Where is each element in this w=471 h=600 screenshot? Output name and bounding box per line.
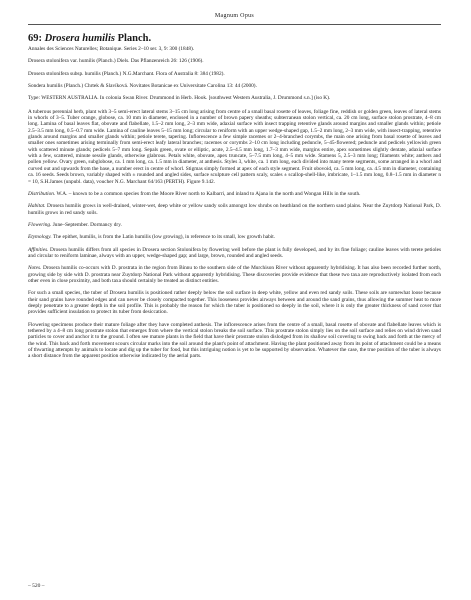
species-genus: Drosera xyxy=(44,33,80,44)
affinities-section xyxy=(28,247,441,260)
species-number: 69: xyxy=(28,33,42,44)
flowering-section xyxy=(28,222,441,228)
header-rule xyxy=(28,24,441,25)
flowering-label: Flowering. xyxy=(28,221,52,228)
affinities-text: Drosera humilis differs from all species in Drosera section Stolonifera by flowering well before the plant is fully developed, and by its fine foliage; cauline leaves with terete petioles and circular to reniform laminae, always with an upper, wedge-shaped gap; and large, brown, rounded and angled seeds. xyxy=(28,246,442,259)
species-epithet: humilis xyxy=(82,33,115,44)
synonym-3: Sondera humilis (Planch.) Chrtek & Slavíková. Novitates Botanicae ex Universitate Carolina 13: 44 (2000). xyxy=(28,83,257,90)
notes-label: Notes. xyxy=(28,265,42,272)
species-title xyxy=(28,33,441,44)
running-head: Magnum Opus xyxy=(214,13,255,19)
species-description: A tuberous perennial herb, plant with 3–5 semi-erect lateral stems 3–15 cm long arising from centre of a small basal rosette of leaves, foliage fine, reddish or golden green, leaves of lateral stems in whorls of 3–5. Tuber orange, globose, ca. 10 mm in diameter, enclosed in a number of brown papery sheaths; subterranean stolon vertical, ca. 20 cm long, surface stolon prostrate, 4–8 cm long. Lamina of basal leaves flat, obovate and flabellate, 1.5–2 mm long, 2–3 mm wide, adaxial surface with insect trapping retentive glands around margins and smaller glands within; petiole 2.5–3.5 mm long, 0.5–0.7 mm wide. Lamina of cauline leaves 5–15 mm long; circular to reniform with an upper wedge-shaped gap, 1.5–2 mm long, 2–3 mm wide, with insect-trapping, retentive glands around margins and smaller glands within; petiole terete, tapering. Inflorescence a few simple racemes or 2–4-branched corymbs, the main one arising from basal rosette of leaves and smaller ones sometimes arising terminally from semi-erect leafy lateral branches; racemes or corymbs 2–10 cm long including peduncle, 5–45-flowered; peduncle and pedicels yellowish green with scattered minute glands; pedicels 5–7 mm long. Sepals green, ovate or elliptic, acute, 2.5–4.5 mm long, 1.7–3 mm wide, margins entire, apex sometimes slightly dentate, adaxial surface with a few, scattered, minute sessile glands, otherwise glabrous. Petals white, obovate, apex truncate, 5–7.5 mm long, 4–5 mm wide. Stamens 5, 2.5–3 mm long; filaments white; anthers and pollen yellow. Ovary green, subglobose, ca. 1 mm long, ca. 1.5 mm in diameter, at anthesis. Styles 3, white, ca. 1 mm long, each divided into many terete segments, some arranged in a whorl and curved out and upwards from the base, a number erect in centre of whorl. Stigmas simply formed at apex of each style segment. Fruit obovoid, ca. 5 mm long, ca. 4.5 mm in diameter, containing ca. 16 seeds. Seeds brown, variably shaped with ± rounded and angled sides, surface sculpture cell pattern scaly, scales ± scallop-shell-like, imbricate, 1–1.5 mm long, 0.8–1.5 mm in diameter n = 10, S.H.James (unpubl. data), voucher N.G. Marchant 64/163 (PERTH). Figure 9.142. xyxy=(28,108,441,185)
etymology-text: The epithet, humilis, is from the Latin humilis (low growing), in reference to its small, low growth habit. xyxy=(52,234,276,241)
distribution-text: W.A. – known to be a common species from the Moore River north to Kalbarri, and inland to Ajana in the north and Wongan Hills in the south. xyxy=(56,190,361,197)
habitat-section xyxy=(28,203,441,216)
distribution-section xyxy=(28,191,441,197)
flowering-text: June–September. Dormancy dry. xyxy=(52,221,122,228)
notes-paragraph-2: For such a small species, the tuber of Drosera humilis is positioned rather deeply below the soil surface in deep white, yellow and even red sandy soils. These soils are somewhat loose because their sand grains have rounded edges and can never be closely compacted together. This looseness provides airways between and around the sand grains, thus allowing the summer heat to more deeply penetrate to a greater depth in the soil profile. This is probably the reason for which the tuber is positioned so deeply in the soil, where it is only the greater thickness of sand cover that provides sufficient insulation to protect its tuber from desiccation. xyxy=(28,290,441,316)
affinities-label: Affinities. xyxy=(28,246,49,253)
habitat-label: Habitat. xyxy=(28,203,46,210)
species-author: Planch. xyxy=(117,33,152,44)
distribution-label: Distribution. xyxy=(28,190,56,197)
notes-section xyxy=(28,265,441,284)
page-number: – 520 – xyxy=(28,583,45,589)
etymology-label: Etymology. xyxy=(28,234,52,241)
type-citation: Type: WESTERN AUSTRALIA. In colonia Swan River. Drummond in Herb. Hook. [southwest Western Australia, J. Drummond s.n.] (iso K). xyxy=(28,95,331,102)
synonym-2: Drosera stolonifera subsp. humilis (Planch.) N.G.Marchant. Flora of Australia 8: 384 (1982). xyxy=(28,70,225,77)
habitat-text: Drosera humilis grows in well-drained, winter-wet, deep white or yellow sandy soils amongst low shrubs on heathland on the northern sand plains. Near the Zuytdorp National Park, D. humilis grows in red sandy soils. xyxy=(28,203,441,216)
synonym-1: Drosera stolonifera var. humilis (Planch.) Diels. Das Pflanzenreich 26: 126 (1906). xyxy=(28,58,204,65)
basionym-citation: Annales des Sciences Naturelles; Botanique. Series 2–10 ser. 3, 9: 300 (1848). xyxy=(28,46,195,52)
notes-paragraph-3: Flowering specimens produce their mature foliage after they have completed anthesis. The inflorescence arises from the centre of a small, basal rosette of obovate and flabellate leaves which is tethered by a 4–8 cm long prostrate stolon that emerges from where the vertical stolon breaks the soil surface. This prostrate stolon simply lies on the soil surface and relies on wind driven sand particles to cover and anchor it to the ground. I often see mature plants in the field that have their prostrate stolon dislodged from its shallow soil covering to swing back and forth at the mercy of the wind. This back and forth movement scours circular marks into the soil around the plant's point of attachment. Having the plant positioned away from its point of attachment could be a means of thwarting attempts by animals to locate and dig up the tuber for food, but this intriguing notion is yet to be supported by observation. Whatever the case, the true position of the tuber is always a short distance from the apparent position otherwise indicated by the aerial parts. xyxy=(28,321,441,360)
notes-text: Drosera humilis co-occurs with D. prostrata in the region from Binnu to the southern side of the Murchison River without apparently hybridising. It has also been recorded further north, growing side by side with D. prostrata near Zuytdorp National Park without apparently hybridising. These discoveries provide evidence that these two taxa are reproductively isolated from each other even in close proximity, and both taxa should certainly be treated as distinct entities. xyxy=(28,265,441,284)
etymology-section xyxy=(28,234,441,240)
